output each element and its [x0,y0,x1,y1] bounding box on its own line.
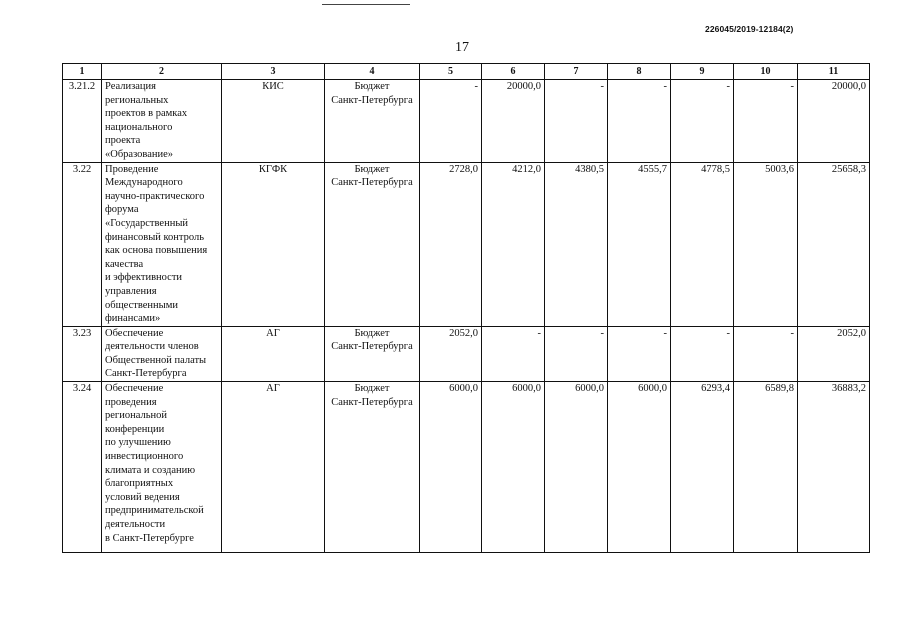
column-header: 6 [482,64,545,80]
value-cell: 6000,0 [545,382,608,553]
value-cell: - [420,80,482,163]
value-cell: 4212,0 [482,162,545,326]
total-cell: 25658,3 [798,162,870,326]
value-cell: - [545,80,608,163]
activity-name-text: Обеспечение проведения региональной конференции по улучшению инвестиционного климата и созданию благоприятных условий ведения предпринимательской деятельности в Санкт-Петербурге [105,383,204,544]
column-header: 5 [420,64,482,80]
column-header: 10 [734,64,798,80]
funding-source [325,162,420,326]
value-cell: - [734,80,798,163]
row-number: 3.21.2 [63,80,102,163]
value-cell: 5003,6 [734,162,798,326]
activity-name [102,326,222,381]
document-id: 226045/2019-12184(2) [705,24,794,34]
column-header: 4 [325,64,420,80]
value-cell: 4778,5 [671,162,734,326]
funding-source [325,382,420,553]
responsible-org: КИС [222,80,325,163]
funding-source [325,326,420,381]
row-number: 3.23 [63,326,102,381]
funding-source-text: Бюджет Санкт-Петербурга [331,327,413,353]
table-row [63,80,870,163]
top-rule [322,4,410,5]
column-header: 3 [222,64,325,80]
column-header: 1 [63,64,102,80]
value-cell: - [734,326,798,381]
responsible-org: КГФК [222,162,325,326]
activity-name-text: Проведение Международного научно-практического форума «Государственный финансовый контроль как основа повышения качества и эффективности управления общественными финансами» [105,163,208,325]
activity-name [102,382,222,553]
page-number: 17 [455,40,469,55]
value-cell: - [671,326,734,381]
value-cell: 20000,0 [482,80,545,163]
value-cell: 6000,0 [482,382,545,553]
value-cell: - [545,326,608,381]
column-header: 9 [671,64,734,80]
row-number: 3.24 [63,382,102,553]
header-row [63,64,870,80]
row-number: 3.22 [63,162,102,326]
value-cell: 4555,7 [608,162,671,326]
activity-name-text: Обеспечение деятельности членов Общественной палаты Санкт-Петербурга [105,327,207,380]
value-cell: - [608,80,671,163]
column-header: 7 [545,64,608,80]
value-cell: 2052,0 [420,326,482,381]
funding-source [325,80,420,163]
column-header: 11 [798,64,870,80]
budget-table [62,63,870,553]
table-row [63,326,870,381]
responsible-org: АГ [222,326,325,381]
funding-source-text: Бюджет Санкт-Петербурга [331,163,413,189]
activity-name [102,162,222,326]
total-cell: 20000,0 [798,80,870,163]
funding-source-text: Бюджет Санкт-Петербурга [331,81,413,106]
column-header: 2 [102,64,222,80]
value-cell: 4380,5 [545,162,608,326]
value-cell: 2728,0 [420,162,482,326]
total-cell: 36883,2 [798,382,870,553]
funding-source-text: Бюджет Санкт-Петербурга [331,383,413,408]
value-cell: 6589,8 [734,382,798,553]
activity-name [102,80,222,163]
value-cell: - [671,80,734,163]
column-header: 8 [608,64,671,80]
value-cell: 6000,0 [608,382,671,553]
value-cell: - [608,326,671,381]
table-row [63,382,870,553]
table-row [63,162,870,326]
value-cell: 6000,0 [420,382,482,553]
total-cell: 2052,0 [798,326,870,381]
activity-name-text: Реализация региональных проектов в рамках национального проекта «Образование» [105,81,188,160]
responsible-org: АГ [222,382,325,553]
value-cell: - [482,326,545,381]
value-cell: 6293,4 [671,382,734,553]
